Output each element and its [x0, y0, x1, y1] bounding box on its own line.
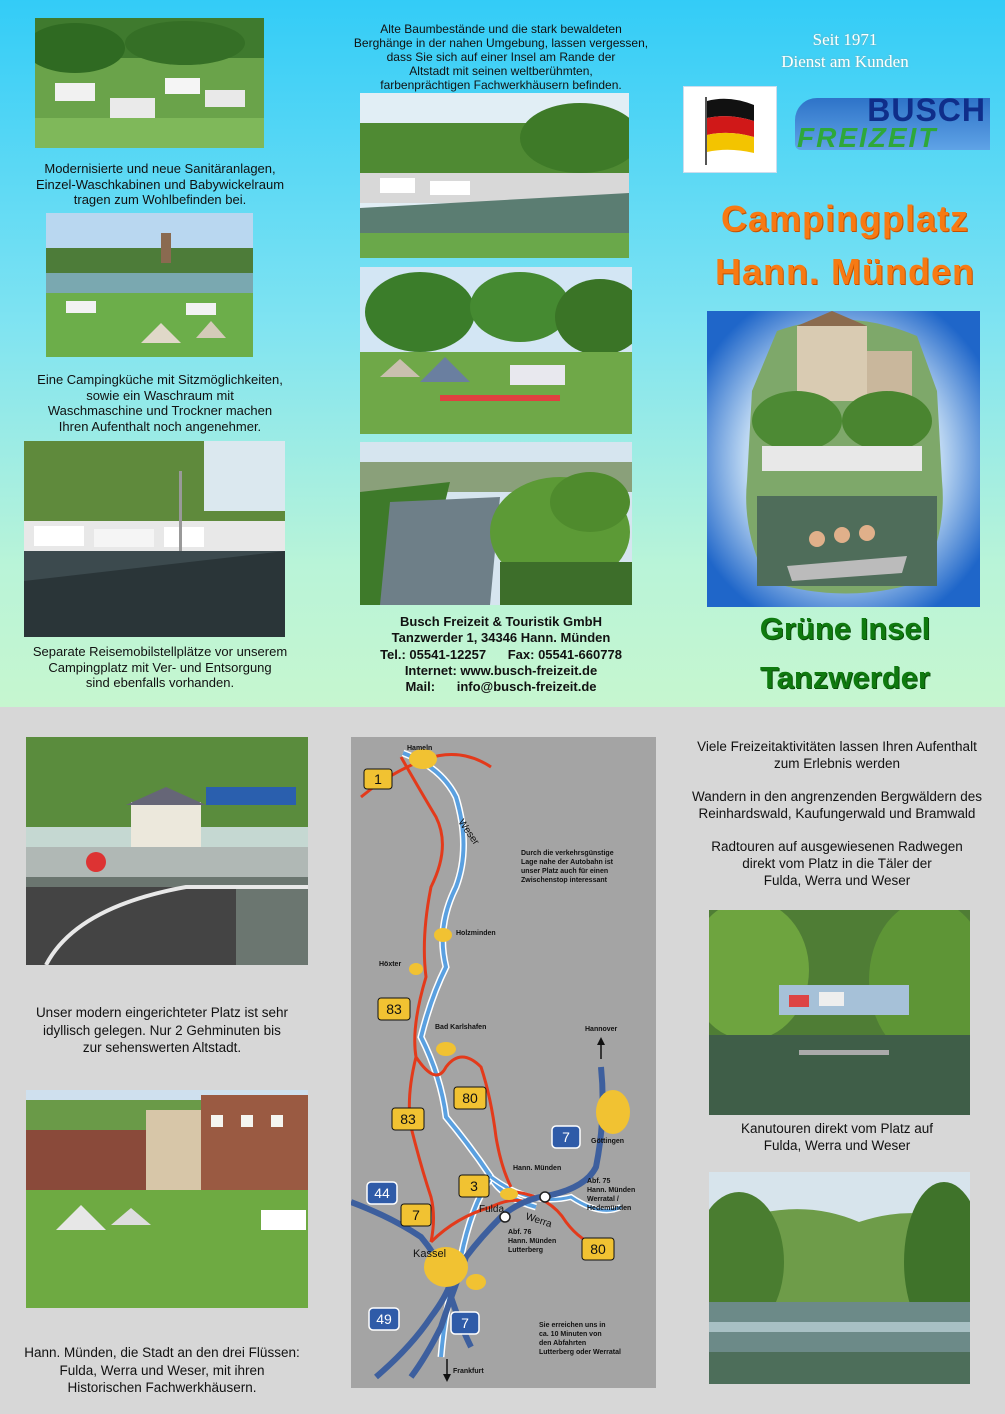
caption-three-rivers: Hann. Münden, die Stadt an den drei Flüssen: Fulda, Werra und Weser, mit ihren Historischen Fachwerkhäusern.	[24, 1345, 300, 1395]
road-shield-83-upper	[378, 998, 410, 1020]
contact-block	[345, 614, 657, 695]
autobahn-shield-7-upper	[552, 1126, 580, 1148]
caption-idyllic: Unser modern eingerichteter Platz ist sehr idyllisch gelegen. Nur 2 Gehminuten bis zur sehenswerten Altstadt.	[35, 1005, 289, 1055]
brochure-inner-side	[0, 707, 1005, 1414]
caption-sanitary: Modernisierte und neue Sanitäranlagen, Einzel-Waschkabinen und Babywickelraum tragen zum Wohlbefinden bei.	[35, 161, 285, 207]
shield-83-lower-text: 83	[400, 1111, 416, 1127]
caption-camp-kitchen: Eine Campingküche mit Sitzmöglichkeiten, sowie ein Waschraum mit Waschmaschine und Trockner machen Ihren Aufenthalt noch angenehmer.	[37, 372, 283, 434]
since-1971: Seit 1971	[812, 30, 878, 49]
cycling-text: Radtouren auf ausgewiesenen Radwegen direkt vom Platz in die Täler der Fulda, Werra und Weser	[711, 839, 963, 888]
map-note-autobahn	[521, 850, 614, 884]
map-note-line: Werratal /	[587, 1196, 619, 1203]
map-note-10-minutes	[539, 1322, 621, 1356]
autobahn-44-text: 44	[374, 1185, 390, 1201]
photo-camping-meadow	[35, 18, 264, 148]
map-exit-75	[587, 1178, 635, 1212]
map-note-line: Durch die verkehrsgünstige	[521, 850, 614, 857]
map-note-line: Sie erreichen uns in	[539, 1322, 606, 1329]
map-label-hannover: Hannover	[585, 1026, 618, 1033]
autobahn-shield-49	[369, 1308, 399, 1330]
map-label-werra: Werra	[524, 1211, 554, 1231]
road-shield-83-lower	[392, 1108, 424, 1130]
road-shield-3	[459, 1175, 489, 1197]
map-note-line: Abf. 75	[587, 1178, 611, 1185]
map-note-line: ca. 10 Minuten von	[539, 1331, 602, 1338]
shield-80-upper-text: 80	[462, 1090, 478, 1106]
map-note-line: Hedemünden	[587, 1205, 632, 1212]
road-shield-80-upper	[454, 1087, 486, 1109]
photo-canoes-river	[709, 910, 970, 1115]
photo-lock-entrance	[26, 737, 308, 965]
autobahn-7-upper-text: 7	[562, 1129, 570, 1145]
autobahn-shield-7-lower	[451, 1312, 479, 1334]
map-label-frankfurt: Frankfurt	[453, 1368, 484, 1375]
map-label-holzminden: Holzminden	[456, 930, 496, 937]
route-map	[351, 737, 656, 1388]
photo-river-valley	[709, 1172, 970, 1384]
shield-3-text: 3	[470, 1178, 478, 1194]
title-hann-muenden: Hann. Münden	[715, 251, 975, 292]
shield-1-text: 1	[374, 771, 382, 787]
map-label-kassel: Kassel	[413, 1248, 447, 1260]
photo-halftimbered-houses	[26, 1090, 308, 1308]
contact-mail: Mail: info@busch-freizeit.de	[405, 679, 597, 695]
map-note-line: Hann. Münden	[508, 1238, 557, 1245]
map-note-line: Abf. 76	[508, 1229, 532, 1236]
photo-motorhome-parking	[24, 441, 285, 637]
map-label-bad-karlshafen: Bad Karlshafen	[435, 1024, 487, 1031]
road-shield-7-yellow	[401, 1204, 431, 1226]
photo-tents-riverside	[46, 213, 253, 357]
map-note-line: den Abfahrten	[539, 1340, 587, 1347]
map-note-line: Hann. Münden	[587, 1187, 636, 1194]
service-slogan: Dienst am Kunden	[781, 52, 909, 71]
contact-phone-fax: Tel.: 05541-12257 Fax: 05541-660778	[380, 646, 622, 662]
photo-river-fulda	[360, 442, 632, 605]
autobahn-49-text: 49	[376, 1311, 392, 1327]
road-shield-80-lower	[582, 1238, 614, 1260]
map-label-hoexter: Höxter	[379, 961, 402, 968]
map-note-line: Lutterberg oder Werratal	[539, 1349, 621, 1356]
title-campingplatz: Campingplatz	[720, 198, 969, 239]
subtitle-gruene-insel: Grüne Insel	[759, 611, 931, 646]
contact-company: Busch Freizeit & Touristik GmbH	[399, 614, 602, 629]
map-label-hann-muenden: Hann. Münden	[513, 1165, 562, 1172]
shield-83-upper-text: 83	[386, 1001, 402, 1017]
german-flag	[683, 86, 777, 173]
activities-text: Viele Freizeitaktivitäten lassen Ihren Aufenthalt zum Erlebnis werden	[697, 739, 977, 771]
intro-text: Alte Baumbestände und die stark bewaldeten Berghänge in der nahen Umgebung, lassen vergessen, dass Sie sich auf einer Insel am Rande der Altstadt mit seinen weltberühmten, farbenprächtigen Fachwerkhäusern befinden.	[353, 22, 649, 92]
autobahn-shield-44	[367, 1182, 397, 1204]
contact-internet: Internet: www.busch-freizeit.de	[404, 662, 598, 678]
shield-7-yellow-text: 7	[412, 1207, 420, 1223]
subtitle-tanzwerder: Tanzwerder	[760, 660, 930, 695]
map-label-weser: Weser	[455, 817, 482, 848]
photo-river-campsite	[360, 93, 629, 258]
logo-freizeit-text: FREIZEIT	[797, 122, 938, 153]
shield-80-lower-text: 80	[590, 1241, 606, 1257]
canoe-caption: Kanutouren direkt vom Platz auf Fulda, Werra und Weser	[740, 1121, 934, 1153]
map-note-line: Lage nahe der Autobahn ist	[521, 859, 613, 866]
map-label-fulda: Fulda	[479, 1204, 505, 1215]
map-label-goettingen: Göttingen	[591, 1138, 625, 1145]
map-note-line: unser Platz auch für einen	[521, 868, 609, 875]
map-note-line: Zwischenstop interessant	[521, 877, 607, 884]
busch-freizeit-logo	[795, 92, 990, 160]
road-shield-1	[364, 769, 392, 789]
autobahn-7-lower-text: 7	[461, 1315, 469, 1331]
caption-motorhome: Separate Reisemobilstellplätze vor unserem Campingplatz mit Ver- und Entsorgung sind ebenfalls vorhanden.	[32, 644, 288, 690]
map-exit-76	[508, 1229, 556, 1254]
photo-town-canoe-collage	[707, 311, 980, 607]
photo-tents-trees	[360, 267, 632, 434]
hiking-text: Wandern in den angrenzenden Bergwäldern des Reinhardswald, Kaufungerwald und Bramwald	[692, 789, 982, 821]
map-label-hameln: Hameln	[407, 745, 433, 752]
logo-busch-text: BUSCH	[867, 92, 986, 128]
contact-address: Tanzwerder 1, 34346 Hann. Münden	[391, 630, 611, 646]
map-note-line: Lutterberg	[508, 1247, 543, 1254]
